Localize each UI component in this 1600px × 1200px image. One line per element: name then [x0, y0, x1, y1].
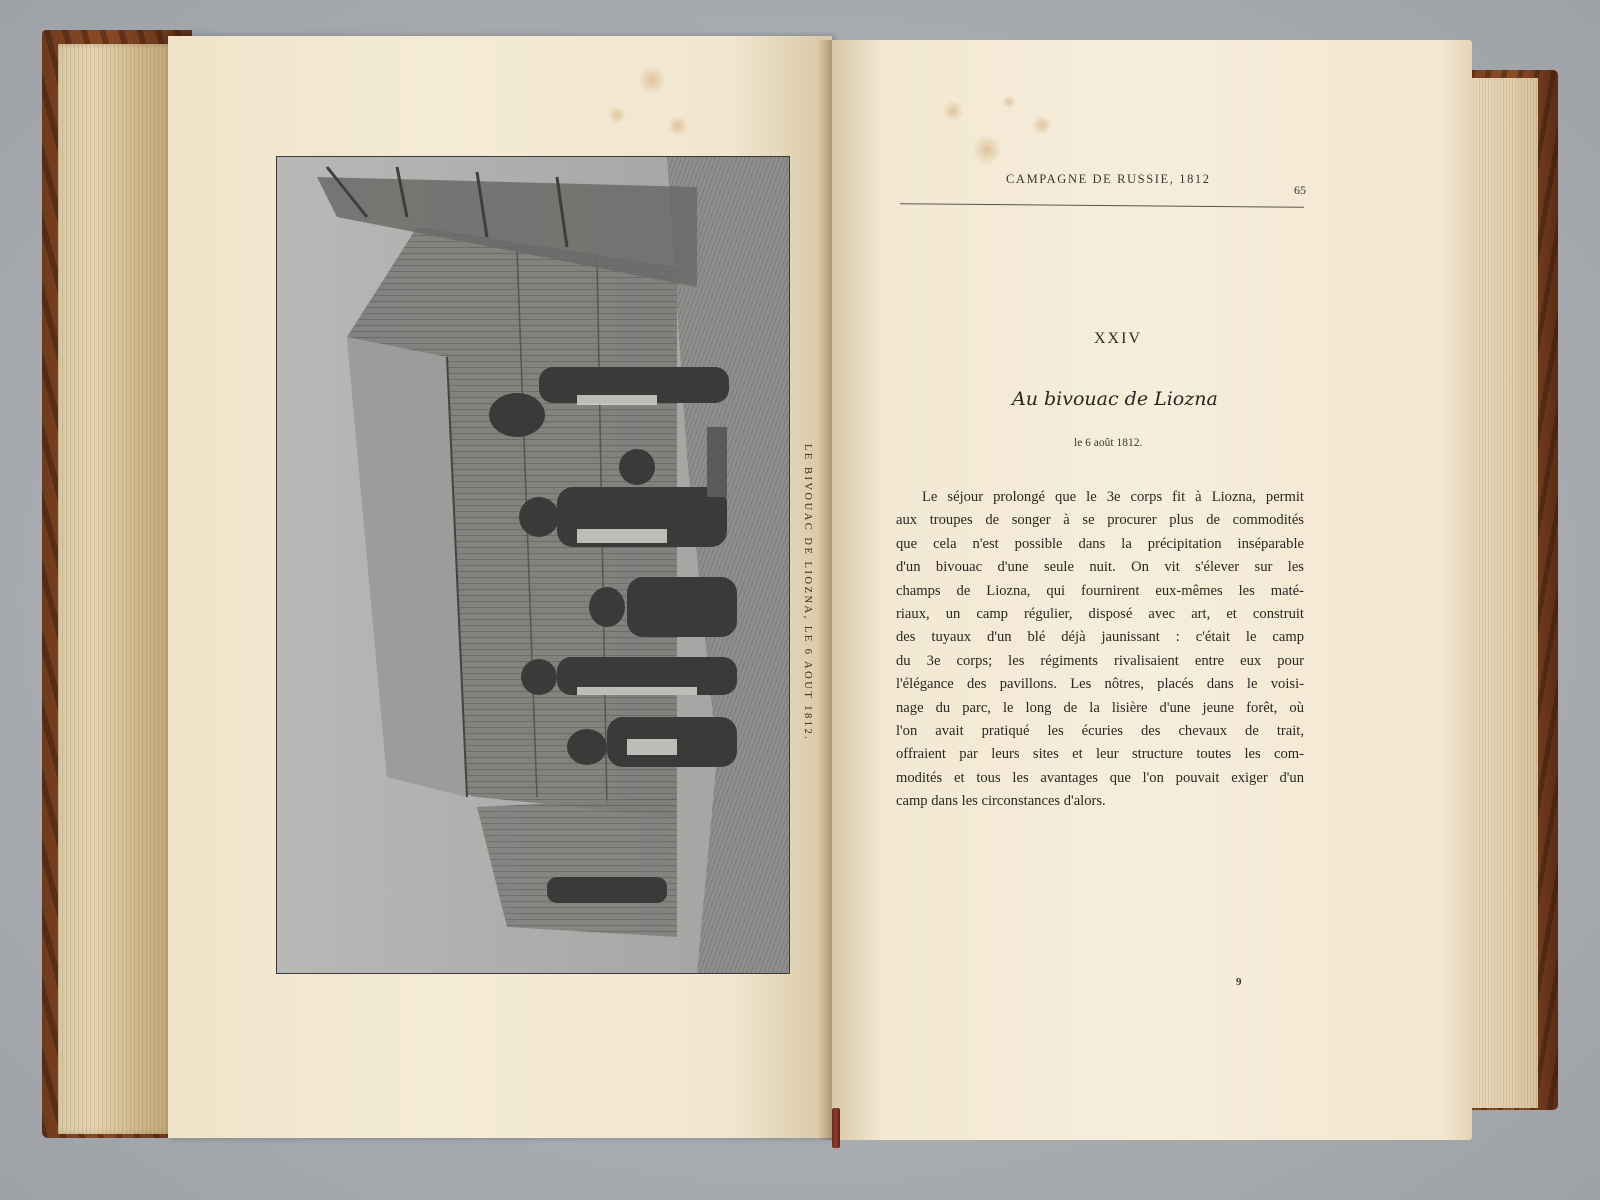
page-number: 65	[1294, 183, 1306, 197]
chapter-title: Au bivouac de Liozna	[1012, 388, 1218, 410]
body-line: d'un bivouac d'une seule nuit. On vit s'élever sur les	[896, 559, 1304, 576]
body-line: l'on avait pratiqué les écuries des chevaux de trait,	[896, 723, 1304, 740]
body-line: des tuyaux d'un blé déjà jaunissant : c'était le camp	[896, 629, 1304, 646]
body-line: aux troupes de songer à se procurer plus de commodités	[896, 512, 1304, 529]
chapter-date: le 6 août 1812.	[1074, 437, 1143, 449]
body-line: champs de Liozna, qui fournirent eux-mêmes les maté-	[896, 582, 1304, 599]
illustration-caption: LE BIVOUAC DE LIOZNA, LE 6 AOUT 1812.	[802, 444, 813, 742]
body-line: nage du parc, le long de la lisière d'une jeune forêt, où	[896, 699, 1304, 716]
body-line: riaux, un camp régulier, disposé avec art, et construit	[896, 606, 1304, 623]
body-paragraph	[896, 486, 1304, 814]
bivouac-engraving	[277, 157, 789, 973]
running-header: CAMPAGNE DE RUSSIE, 1812	[1006, 172, 1211, 186]
illustration-plate	[276, 156, 790, 974]
chapter-number: XXIV	[1094, 330, 1142, 347]
body-line: l'élégance des pavillons. Les nôtres, placés dans le voisi-	[896, 676, 1304, 693]
body-line: camp dans les circonstances d'alors.	[896, 793, 1106, 810]
body-line: du 3e corps; les régiments rivalisaient entre eux pour	[896, 652, 1304, 669]
left-page-block	[58, 44, 178, 1134]
signature-mark: 9	[1236, 976, 1242, 988]
body-line: que cela n'est possible dans la précipitation inséparable	[896, 535, 1304, 552]
body-line: Le séjour prolongé que le 3e corps fit à Liozna, permit	[922, 489, 1304, 505]
bookmark-ribbon	[832, 1108, 840, 1148]
body-line: modités et tous les avantages que l'on pouvait exiger d'un	[896, 769, 1304, 786]
body-line: offraient par leurs sites et leur structure toutes les com-	[896, 746, 1304, 763]
